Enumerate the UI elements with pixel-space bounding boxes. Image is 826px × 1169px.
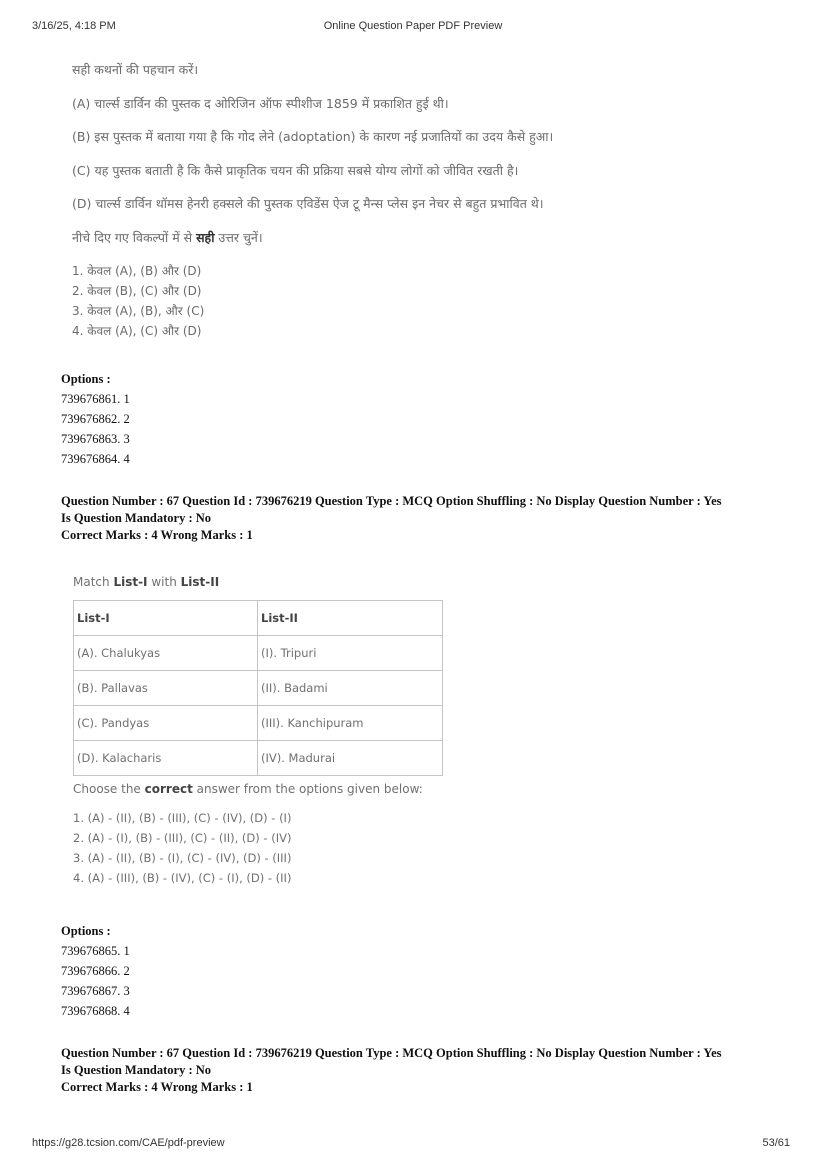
print-datetime: 3/16/25, 4:18 PM [32, 20, 116, 32]
table-cell: (B). Pallavas [74, 671, 258, 706]
table-cell: (III). Kanchipuram [258, 706, 443, 741]
statement-b: (B) इस पुस्तक में बताया गया है कि गोद लेने (adoptation) के कारण नई प्रजातियों का उदय कैसे हुआ। [72, 129, 554, 144]
page-title: Online Question Paper PDF Preview [323, 20, 503, 32]
statement-d: (D) चार्ल्स डार्विन थॉमस हेनरी हक्सले की पुस्तक एविडेंस ऐज टू मैन्स प्लेस इन नेचर से बहुत प्रभावित थे। [72, 196, 544, 211]
option-item: 739676867. 3 [61, 984, 130, 998]
table-row [74, 671, 443, 706]
choice-item: 2. केवल (B), (C) और (D) [72, 284, 202, 298]
choice-item: 4. केवल (A), (C) और (D) [72, 324, 202, 338]
choice-item: 3. केवल (A), (B), और (C) [72, 304, 205, 318]
table-row [74, 706, 443, 741]
options-list [61, 941, 130, 1021]
choice-item: 3. (A) - (II), (B) - (I), (C) - (IV), (D) - (III) [73, 851, 292, 865]
question-image-match [73, 575, 473, 888]
meta-line: Correct Marks : 4 Wrong Marks : 1 [61, 528, 253, 542]
choice-item: 4. (A) - (III), (B) - (IV), (C) - (I), (D) - (II) [73, 871, 292, 885]
answer-choices [72, 261, 672, 341]
option-item: 739676863. 3 [61, 432, 130, 446]
statement-a: (A) चार्ल्स डार्विन की पुस्तक द ओरिजिन ऑफ स्पीशीज 1859 में प्रकाशित हुई थी। [72, 95, 449, 111]
table-cell: (IV). Madurai [258, 741, 443, 776]
meta-line: Correct Marks : 4 Wrong Marks : 1 [61, 1080, 253, 1094]
table-cell: (D). Kalacharis [74, 741, 258, 776]
meta-line: Is Question Mandatory : No [61, 511, 212, 525]
page-number: 53/61 [762, 1137, 790, 1149]
options-title: Options : [61, 924, 111, 938]
answer-choices [73, 808, 473, 888]
meta-line: Question Number : 67 Question Id : 739676219 Question Type : MCQ Option Shuffling : No Display Question Number : Yes [61, 1046, 722, 1060]
choice-item: 1. केवल (A), (B) और (D) [72, 264, 202, 278]
table-cell: (C). Pandyas [74, 706, 258, 741]
option-item: 739676866. 2 [61, 964, 130, 978]
option-item: 739676864. 4 [61, 452, 130, 466]
select-instruction: नीचे दिए गए विकल्पों में से सही उत्तर चुनें। [72, 229, 263, 245]
option-item: 739676868. 4 [61, 1004, 130, 1018]
question-image-hindi [72, 62, 672, 341]
page-url: https://g28.tcsion.com/CAE/pdf-preview [32, 1137, 225, 1149]
question-instruction: सही कथनों की पहचान करें। [72, 62, 199, 77]
question-meta [61, 1045, 781, 1096]
question-meta [61, 493, 781, 544]
table-row [74, 741, 443, 776]
column-header: List-I [74, 601, 258, 636]
choose-instruction: Choose the correct answer from the options given below: [73, 782, 423, 796]
table-cell: (I). Tripuri [258, 636, 443, 671]
option-item: 739676861. 1 [61, 392, 130, 406]
option-item: 739676862. 2 [61, 412, 130, 426]
question-intro: Match List-I with List-II [73, 575, 220, 589]
column-header: List-II [258, 601, 443, 636]
table-cell: (II). Badami [258, 671, 443, 706]
choice-item: 1. (A) - (II), (B) - (III), (C) - (IV), (D) - (I) [73, 811, 292, 825]
options-list [61, 389, 130, 469]
meta-line: Question Number : 67 Question Id : 739676219 Question Type : MCQ Option Shuffling : No Display Question Number : Yes [61, 494, 722, 508]
meta-line: Is Question Mandatory : No [61, 1063, 212, 1077]
options-title: Options : [61, 372, 111, 386]
statement-c: (C) यह पुस्तक बताती है कि कैसे प्राकृतिक चयन की प्रक्रिया सबसे योग्य लोगों को जीवित रखती है। [72, 162, 519, 178]
choice-item: 2. (A) - (I), (B) - (III), (C) - (II), (D) - (IV) [73, 831, 292, 845]
match-table [73, 600, 443, 776]
option-item: 739676865. 1 [61, 944, 130, 958]
table-row [74, 636, 443, 671]
table-header-row [74, 601, 443, 636]
table-cell: (A). Chalukyas [74, 636, 258, 671]
